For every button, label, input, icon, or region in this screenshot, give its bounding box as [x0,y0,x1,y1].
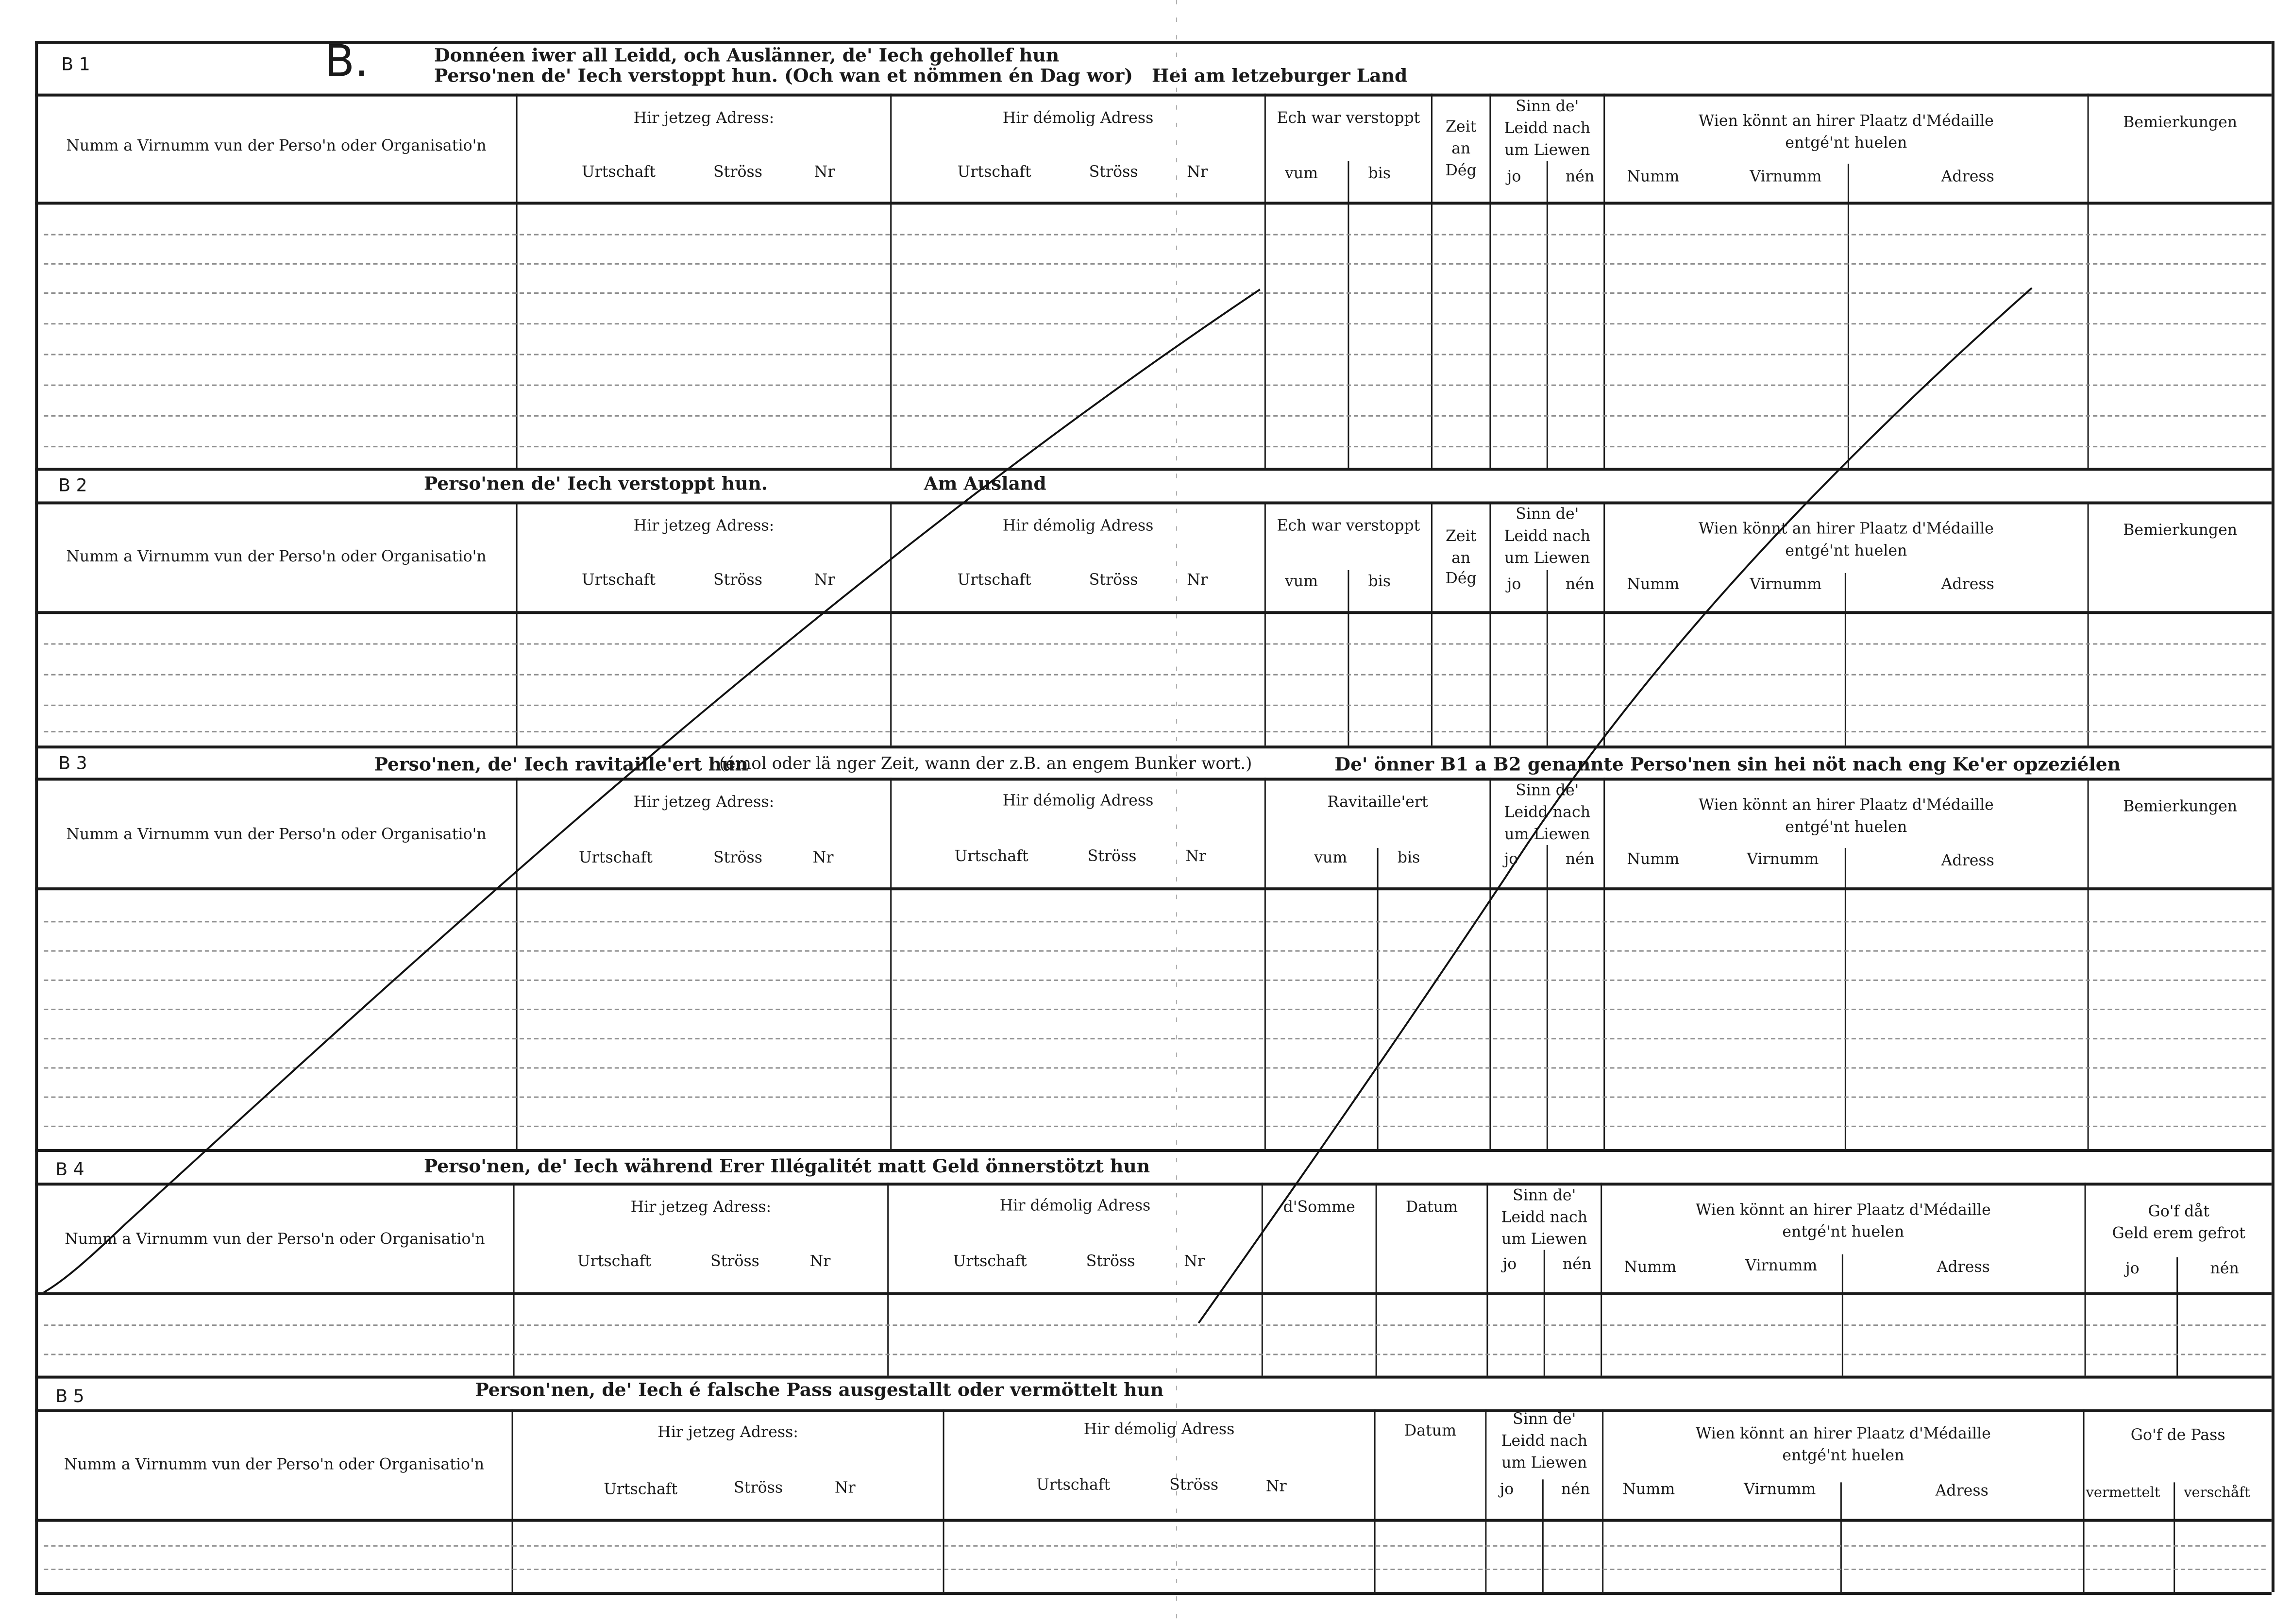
col-current-address: Hir jetzeg Adress: [633,794,775,812]
col-alive-1: Sinn de' [1516,98,1579,116]
section-label: B 1 [61,54,90,75]
col-medal-2: entgé'nt huelen [1785,818,1907,836]
col-from: vum [1284,165,1318,183]
col-person: Numm a Virnumm vun der Perso'n oder Organisatio'n [66,826,487,844]
col-number: Nr [814,571,835,590]
col-street: Ströss [1086,1252,1135,1270]
col-alive-2: Leidd nach [1504,804,1591,822]
col-surname: Numm [1627,576,1680,594]
section-title-suffix: De' önner B1 a B2 genannte Perso'nen sin hei nöt nach eng Ke'er opzeziélen [1334,753,2121,775]
col-firstname: Virnumm [1750,168,1822,186]
col-date: Datum [1404,1422,1457,1440]
section-label: B 4 [55,1159,84,1180]
col-number: Nr [814,164,835,182]
col-person: Numm a Virnumm vun der Perso'n oder Organisatio'n [64,1456,485,1474]
col-firstname: Virnumm [1747,850,1819,869]
col-no: nén [1565,850,1595,869]
col-street: Ströss [1169,1476,1219,1494]
col-number: Nr [1187,571,1208,590]
col-remarks: Bemierkungen [2123,114,2238,132]
col-locality: Urtschaft [579,849,653,867]
col-money-1: Go'f dåt [2148,1203,2209,1221]
col-medal-2: entgé'nt huelen [1785,542,1907,560]
col-former-address: Hir démolig Adress [1002,517,1154,535]
col-remarks: Bemierkungen [2123,798,2238,816]
col-to: bis [1397,849,1420,867]
col-yes: jo [1507,168,1521,186]
col-locality: Urtschaft [957,571,1031,590]
col-to: bis [1368,573,1391,591]
col-alive-3: um Liewen [1501,1231,1587,1249]
section-label: B 2 [58,475,87,496]
section-title-note: (émol oder lä nger Zeit, wann der z.B. an engem Bunker wort.) [719,753,1252,774]
col-number: Nr [809,1252,831,1270]
col-street: Ströss [1089,164,1138,182]
section-title-line1: Donnéen iwer all Leidd, och Auslänner, de' Iech gehollef hun [434,44,1060,66]
col-yes: jo [1502,1255,1517,1273]
col-surname: Numm [1627,850,1680,869]
col-surname: Numm [1624,1258,1677,1276]
col-yes: jo [1507,576,1521,594]
section-title: Perso'nen de' Iech verstoppt hun. [423,472,768,494]
col-medal-2: entgé'nt huelen [1782,1447,1904,1465]
col-from: vum [1284,573,1318,591]
col-locality: Urtschaft [604,1481,678,1499]
strike-line-left [44,289,1260,1292]
col-time-2: an [1451,549,1471,567]
col-surname: Numm [1627,168,1680,186]
col-alive-2: Leidd nach [1501,1209,1588,1227]
col-locality: Urtschaft [582,571,656,590]
col-address: Adress [1937,1258,1990,1276]
col-yes: jo [1504,850,1518,869]
col-address: Adress [1935,1482,1989,1500]
col-number: Nr [812,849,834,867]
col-former-address: Hir démolig Adress [999,1197,1151,1215]
col-arranged: vermettelt [2086,1485,2160,1502]
col-person: Numm a Virnumm vun der Perso'n oder Organisatio'n [65,1231,485,1249]
col-address: Adress [1941,168,1994,186]
section-label: B 3 [58,753,87,774]
col-current-address: Hir jetzeg Adress: [630,1199,772,1217]
col-locality: Urtschaft [953,1252,1027,1270]
section-title-suffix: Hei am letzeburger Land [1152,64,1408,86]
col-address: Adress [1941,576,1994,594]
col-locality: Urtschaft [954,847,1028,866]
col-medal-2: entgé'nt huelen [1782,1223,1904,1241]
col-no: nén [1565,576,1595,594]
col-medal-1: Wien könnt an hirer Plaatz d'Médaille [1698,520,1994,538]
col-locality: Urtschaft [1036,1476,1111,1494]
col-time-1: Zeit [1445,527,1477,545]
col-locality: Urtschaft [957,164,1031,182]
col-to: bis [1368,165,1391,183]
col-locality: Urtschaft [582,164,656,182]
col-medal-1: Wien könnt an hirer Plaatz d'Médaille [1695,1425,1991,1443]
col-surname: Numm [1622,1481,1675,1499]
col-street: Ströss [713,849,762,867]
col-street: Ströss [1087,847,1137,866]
section-letter: B. [324,36,369,88]
col-current-address: Hir jetzeg Adress: [633,109,775,127]
section-title: Person'nen, de' Iech é falsche Pass ausgestallt oder vermöttelt hun [475,1378,1164,1401]
section-title: Perso'nen, de' Iech ravitaille'ert hun [374,753,748,775]
section-title: Perso'nen, de' Iech während Erer Illégalitét matt Geld önnerstötzt hun [423,1155,1150,1177]
col-firstname: Virnumm [1745,1257,1818,1275]
col-time-2: an [1451,140,1471,158]
col-person: Numm a Virnumm vun der Perso'n oder Organisatio'n [66,548,487,566]
col-supplied: Ravitaille'ert [1327,794,1428,812]
col-alive-2: Leidd nach [1504,119,1591,137]
col-from: vum [1314,849,1348,867]
col-firstname: Virnumm [1744,1481,1816,1499]
col-alive-1: Sinn de' [1516,506,1579,524]
col-number: Nr [834,1479,856,1497]
col-alive-3: um Liewen [1504,549,1590,567]
col-alive-1: Sinn de' [1513,1410,1576,1428]
section-title-suffix: Am Ausland [924,472,1046,494]
col-medal-1: Wien könnt an hirer Plaatz d'Médaille [1698,112,1994,130]
col-number: Nr [1184,1252,1205,1270]
col-street: Ströss [710,1252,759,1270]
section-label: B 5 [55,1386,84,1406]
col-no: nén [1565,168,1595,186]
col-current-address: Hir jetzeg Adress: [657,1423,798,1442]
col-current-address: Hir jetzeg Adress: [633,517,775,535]
col-former-address: Hir démolig Adress [1083,1421,1235,1439]
col-number: Nr [1265,1478,1287,1496]
col-former-address: Hir démolig Adress [1002,792,1154,810]
col-money-2: Geld erem gefrot [2112,1225,2245,1243]
col-made: verschåft [2184,1485,2250,1502]
col-alive-1: Sinn de' [1516,782,1579,800]
col-street: Ströss [713,164,762,182]
col-person: Numm a Virnumm vun der Perso'n oder Organisatio'n [66,137,487,155]
col-time-3: Dég [1445,162,1477,180]
col-no: nén [2210,1260,2239,1278]
col-number: Nr [1187,164,1208,182]
col-hidden: Ech war verstoppt [1277,517,1420,535]
col-remarks: Bemierkungen [2123,522,2238,540]
col-address: Adress [1941,852,1994,870]
col-no: nén [1561,1481,1590,1499]
strike-line-right [1198,288,2032,1323]
col-sum: d'Somme [1283,1199,1355,1217]
col-number: Nr [1185,847,1207,866]
col-medal-1: Wien könnt an hirer Plaatz d'Médaille [1695,1201,1991,1219]
col-date: Datum [1405,1199,1458,1217]
col-alive-3: um Liewen [1501,1455,1587,1472]
col-firstname: Virnumm [1750,576,1822,594]
col-yes: jo [2125,1260,2140,1278]
col-yes: jo [1500,1481,1514,1499]
col-former-address: Hir démolig Adress [1002,109,1154,127]
col-pass-given: Go'f de Pass [2130,1426,2225,1445]
col-no: nén [1562,1255,1592,1273]
col-alive-1: Sinn de' [1513,1187,1576,1205]
col-alive-3: um Liewen [1504,141,1590,160]
col-time-1: Zeit [1445,118,1477,136]
col-alive-3: um Liewen [1504,826,1590,844]
col-time-3: Dég [1445,570,1477,588]
col-street: Ströss [1089,571,1138,590]
col-locality: Urtschaft [577,1252,652,1270]
col-medal-1: Wien könnt an hirer Plaatz d'Médaille [1698,796,1994,814]
col-street: Ströss [713,571,762,590]
col-alive-2: Leidd nach [1504,527,1591,545]
col-medal-2: entgé'nt huelen [1785,134,1907,152]
section-title-line2: Perso'nen de' Iech verstoppt hun. (Och wan et nömmen én Dag wor) [434,64,1133,86]
col-hidden: Ech war verstoppt [1277,109,1420,127]
col-alive-2: Leidd nach [1501,1432,1588,1451]
col-street: Ströss [734,1479,783,1497]
